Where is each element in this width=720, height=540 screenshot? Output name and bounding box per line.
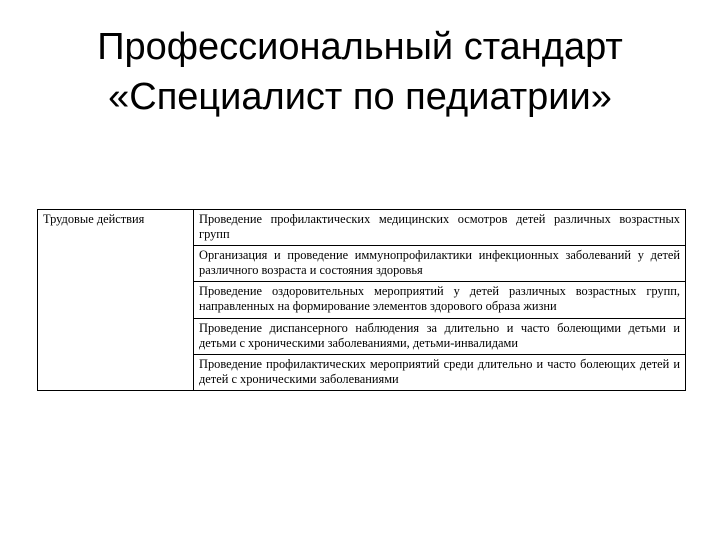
labor-action-item: Проведение профилактических мероприятий среди длительно и часто болеющих детей и детей с хроническими заболеваниями [194, 354, 686, 390]
labor-actions-table [37, 209, 686, 391]
slide-title-line-2: «Специалист по педиатрии» [108, 76, 612, 118]
slide-title-line-1: Профессиональный стандарт [97, 26, 623, 68]
labor-actions-label: Трудовые действия [38, 210, 194, 391]
labor-action-item: Проведение диспансерного наблюдения за длительно и часто болеющими детьми и детьми с хроническими заболеваниями, детьми-инвалидами [194, 318, 686, 354]
slide-title [0, 22, 720, 122]
labor-action-item: Проведение профилактических медицинских осмотров детей различных возрастных групп [194, 210, 686, 246]
table-row [38, 210, 686, 246]
labor-action-item: Проведение оздоровительных мероприятий у детей различных возрастных групп, направленных на формирование элементов здорового образа жизни [194, 282, 686, 318]
standard-table-scan [37, 209, 686, 391]
labor-action-item: Организация и проведение иммунопрофилактики инфекционных заболеваний у детей различного возраста и состояния здоровья [194, 246, 686, 282]
